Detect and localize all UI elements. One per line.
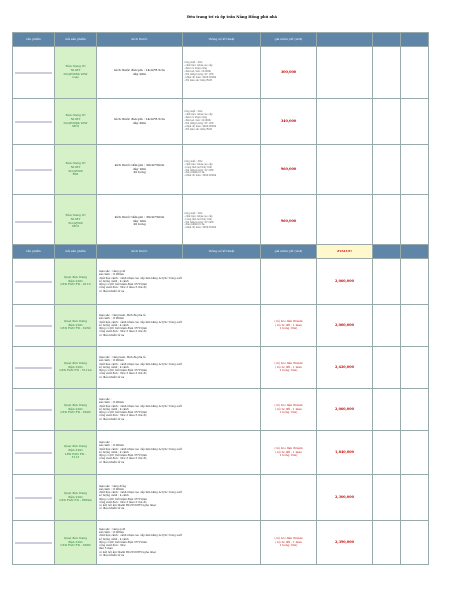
spec-line: chất liệu cánh : cánh nhựa cao cấp làm bằng Acrylic trong suốt [99,491,183,495]
spec-line: số lượng cánh : 4 cánh [99,494,129,498]
product-size [97,145,183,195]
spec-line: - nhiệt độ màu: 3000-6500k [184,226,217,230]
size-line: kích thước tấm pin : 39cm*30cm [114,162,165,167]
empty-cell [401,431,429,475]
spec-line: sải cánh : 1100mm [99,531,124,535]
table-row [13,99,429,145]
product-name [55,195,97,249]
product-name-line: SLQP3064 20W [63,71,88,76]
product-specs [183,47,261,99]
gift-line: ( bộ bc đổi , 1 màu [275,364,302,369]
product-name-line: NLMT [70,164,81,169]
spec-line: chất liệu cánh : cánh nhựa cao cấp làm bằng Acrylic trong suốt [99,276,183,280]
empty-cell [317,99,373,145]
lamp-price-table [12,32,429,249]
product-name-line: MỖI [72,124,79,129]
product-name-line: LED FAN FD - 6800 [60,543,91,548]
empty-cell [317,47,373,99]
product-gift [261,259,317,305]
product-specs [183,99,261,145]
spec-line: - chất liệu: nhựa cao cấp [184,64,213,68]
gift-line: ( bộ bco đèn đi kèm [274,403,303,408]
spec-line: động cơ DC tiết kiệm điện 35*15mm [99,540,147,544]
empty-cell [317,145,373,195]
empty-cell [373,259,401,305]
product-specs [183,195,261,249]
product-specs [97,347,261,389]
spec-line: đèn 3 màu [99,547,113,551]
product-specs [97,475,261,521]
size-line: kích thước tấm pin : 39cm*30cm [114,214,165,219]
product-name-line: xoay [72,75,79,80]
product-size [97,195,183,249]
product-image [13,431,55,475]
spec-line: - điều khiển từ xa [184,223,205,227]
spec-line: màu sắc : [99,441,112,445]
gift-line: ( bộ bco đèn đi kèm [274,446,303,451]
product-name-line: điện 220v [68,539,83,544]
empty-cell [373,521,401,565]
product-image [13,195,55,249]
gift-line: 1 bóng 13w) [279,410,298,415]
spec-line: công suất đèn : 32w 3 màu 3 chế độ [99,457,147,461]
spec-line: sải cánh : 1100mm [99,317,124,321]
gift-line: ( bộ bc đổi , 1 màu [275,406,302,411]
table-row [13,475,429,521]
product-specs [97,521,261,565]
empty-cell [373,195,401,249]
product-name-line: Đèn trang trí [65,113,86,117]
product-name [55,99,97,145]
product-name-line: Đèn trang trí [65,64,86,68]
spec-line: số lượng cánh : 4 cánh [99,279,129,283]
gift-line: ( bộ bc đổi , 1 màu [275,539,302,544]
product-name-line: điện 220v [68,364,83,369]
column-header [401,33,429,47]
table-row [13,145,429,195]
product-name-line: Quạt đèn trang [63,490,88,495]
column-header: giá niêm yết (vnđ) [261,33,317,47]
product-specs [97,389,261,431]
product-price: 2,060,000 [317,389,373,431]
column-header: tên phẩm [13,33,55,47]
spec-line: màu sắc : vàng kem, đính đá pha lê [99,356,146,360]
size-line: dây 20m [132,71,147,76]
size-line: dây 10m [132,218,147,223]
spec-line: - nhiệt độ màu: 3000-6500k [184,75,217,79]
spec-line: - Pin năng lượng: 6V 12W [184,72,214,76]
spec-line: - đèn led, bền: 20.000h [184,119,211,123]
product-name-line: Quạt đèn trang [63,444,88,448]
spec-line: - chất liệu: nhựa cao cấp [184,113,213,117]
product-photo [15,281,52,283]
spec-line: có điều khiển từ xa [99,333,125,337]
empty-cell [401,259,429,305]
spec-line: số lượng cánh : 4 cánh [99,537,129,541]
product-name [55,305,97,347]
product-price: 300,000 [261,47,317,99]
product-gift [261,347,317,389]
page-title: Đèn trang trí và ốp trần Nắng Hồng phú nhà [187,15,277,19]
empty-cell [401,99,429,145]
spec-line: chất liệu cánh : cánh nhựa cao cấp làm bằng Acrylic trong suốt [99,320,183,324]
spec-line: sải cánh : 1100mm [99,401,124,405]
product-name-line: LED FAN FD - 6600 [60,410,91,415]
size-line: dây 20m [132,120,147,125]
column-header: #VALUE! [317,245,373,259]
product-price: 340,000 [261,99,317,145]
spec-line: - chất liệu: nhựa cao cấp [184,162,213,166]
empty-cell [373,389,401,431]
product-name-line: Quạt đèn trang [63,274,88,279]
spec-line: công suất đèn : 32w 3 màu 3 chế độ [99,286,147,290]
product-image [13,145,55,195]
product-name-line: LED FAN FD - 9110 [60,282,91,287]
column-header: tên phẩm [13,245,55,259]
spec-line: màu sắc : vàng gold [99,527,126,531]
spec-line: - đèn lcu nhựa cứng [184,116,208,120]
gift-line: ( bộ bc đổi , 1 màu [275,322,302,327]
product-name-line: SLQP3064 20W [63,120,88,125]
product-name-line: MỖI [72,224,79,229]
product-name-line: NLMT [70,116,81,121]
product-name-line: điện 220v [68,406,83,411]
product-name-line: LED FAN FD - [64,451,87,456]
spec-line: - đèn lcu nhựa cứng [184,67,208,71]
fan-price-table [12,244,429,565]
size-line: kích thước đèn:pin : 14cm*8.5cm [114,67,165,72]
spec-line: công suất đèn : 32w 3 màu 3 chế độ [99,500,147,504]
size-line: kích thước đèn:pin : 14cm*8.5cm [114,116,165,121]
spec-line: công suất : 30w [184,211,203,215]
column-header [373,245,401,259]
product-photo [15,169,52,171]
spec-line: sải cánh : 1100mm [99,359,124,363]
empty-cell [373,99,401,145]
product-gift [261,521,317,565]
spec-line: công suất đèn : 32w 3 màu 3 chế độ [99,372,147,376]
product-specs [97,305,261,347]
spec-line: có điều khiển từ xa [99,375,125,379]
spec-line: số lượng cánh : 4 cánh [99,450,129,454]
spec-line: - đổi màu sắc nhảy RGB [184,127,212,131]
column-header: kích thước [97,245,183,259]
gift-line: 1 bóng 13w) [279,326,298,331]
product-name [55,145,97,195]
product-photo [15,367,52,369]
empty-cell [401,305,429,347]
spec-line: - nhiệt độ màu: 3000-6500k [184,124,217,128]
product-image [13,47,55,99]
column-header: thông số kĩ thuật [183,33,261,47]
spec-line: sải cánh : 1100mm [99,487,124,491]
empty-cell [401,389,429,431]
product-price: 960,000 [261,195,317,249]
product-name-line: ROI [72,172,79,177]
table-row [13,47,429,99]
table-header-row [13,245,429,259]
spec-line: công suất đèn : 32w 3 màu 3 chế độ [99,414,147,418]
empty-cell [401,347,429,389]
product-name [55,431,97,475]
spec-line: chất liệu cánh : cánh nhựa cao cấp làm bằng Acrylic trong suốt [99,534,183,538]
product-photo [15,325,52,327]
product-gift [261,305,317,347]
spec-line: chất liệu cánh : cánh nhựa cao cấp làm bằng Acrylic trong suốt [99,447,183,451]
spec-line: - Pin năng lượng: 6V 20W [184,220,214,224]
product-image [13,305,55,347]
product-name [55,521,97,565]
gift-line: 1 bóng 13w) [279,543,298,548]
gift-line: 1 bóng 13w) [279,453,298,458]
spec-line: số lượng cánh : 4 cánh [99,323,129,327]
empty-cell [373,431,401,475]
spec-line: sải cánh : 1100mm [99,444,124,448]
size-line: 20 bóng [133,170,146,175]
table-row [13,259,429,305]
table-header-row [13,33,429,47]
product-image [13,99,55,145]
spec-line: - Pin năng lượng: 6V 20W [184,168,214,172]
spec-line: có điều khiển từ xa [99,507,125,511]
empty-cell [373,305,401,347]
product-image [13,389,55,431]
product-photo [15,221,52,223]
product-image [13,521,55,565]
spec-line: số lượng cánh : 4 cánh [99,365,129,369]
empty-cell [373,47,401,99]
product-gift [261,389,317,431]
column-header [401,245,429,259]
spec-line: màu sắc : [99,398,112,402]
product-name-line: điện 220v [68,322,83,327]
spec-line: - bóng đèn led thủy tinh [184,165,212,169]
spec-line: động cơ DC tiết kiệm điện 35*15mm [99,327,147,331]
empty-cell [373,347,401,389]
product-price: 2,300,000 [317,475,373,521]
table-row [13,305,429,347]
spec-line: - Pin năng lượng: 6V 12W [184,121,214,125]
product-gift [261,431,317,475]
product-name-line: SLQZ300 [68,168,83,173]
spec-line: màu sắc : vàng đồng [99,484,127,488]
spec-line: công suất đèn : 32w [99,544,126,548]
product-name [55,259,97,305]
spec-line: số lượng cánh : 4 cánh [99,407,129,411]
product-name [55,475,97,521]
product-price: 2,060,000 [317,305,373,347]
spec-line: - chất liệu: nhựa cao cấp [184,214,213,218]
product-price: 2,390,000 [317,521,373,565]
empty-cell [401,475,429,521]
product-specs [97,259,261,305]
product-gift [261,475,317,521]
product-size [97,99,183,145]
product-name-line: Quạt đèn trang [63,360,88,365]
product-name-line: điện 220v [68,447,83,452]
spec-line: công suất : 20w [184,110,203,114]
product-size [97,47,183,99]
product-photo [15,497,52,499]
spec-line: động cơ DC tiết kiệm điện 35*15mm [99,369,147,373]
spec-line: - điều khiển từ xa [184,171,205,175]
product-image [13,475,55,521]
spec-line: có kết nối âm thanh BLUTOOTH nghe nhạc [99,503,157,507]
spec-line: có điều khiển từ xa [99,289,125,293]
product-image [13,347,55,389]
product-name-line: Đèn trang trí [65,213,86,217]
table-row [13,431,429,475]
product-name-line: điện 220v [68,278,83,283]
product-price: 2,420,000 [317,347,373,389]
table-row [13,389,429,431]
product-name-line: LED FAN FD - 8809A [59,498,92,503]
spec-line: động cơ DC tiết kiệm điện 35*15mm [99,454,147,458]
product-specs [183,145,261,195]
product-name-line: NLMT [70,216,81,221]
spec-line: có kết nối âm thanh BLUTOOTH nghe nhạc [99,550,157,554]
empty-cell [401,145,429,195]
gift-line: 1 bóng 13w) [279,368,298,373]
column-header [317,33,373,47]
product-name [55,389,97,431]
table-row [13,521,429,565]
empty-cell [373,145,401,195]
spec-line: có điều khiển từ xa [99,417,125,421]
product-name-line: LED FAN FD - 6230 [60,326,91,331]
product-name-line: SLQZ300 [68,220,83,225]
empty-cell [317,195,373,249]
spec-line: sải cánh : 1100mm [99,273,124,277]
product-price: 1,840,000 [317,431,373,475]
product-name-line: NLMT [70,67,81,72]
product-name-line: Đèn trang trí [65,161,86,165]
product-price: 960,000 [261,145,317,195]
spec-line: - đổi màu sắc nhảy RGB [184,78,212,82]
spec-line: - nhiệt độ màu: 3000-6500k [184,174,217,178]
gift-line: ( bộ bco đèn đi kèm [274,536,303,541]
product-name-line: Quạt đèn trang [63,535,88,540]
product-price: 2,060,000 [317,259,373,305]
column-header: thông số kĩ thuật [183,245,261,259]
spec-line: - đèn led, bền: 20.000h [184,70,211,74]
empty-cell [401,195,429,249]
spec-line: động cơ DC tiết kiệm điện 35*15mm [99,497,147,501]
spec-line: màu sắc : vàng kem, đính đá pha lê [99,314,146,318]
size-line: 20 bóng [133,222,146,227]
spec-line: màu sắc : vàng gold [99,270,126,274]
product-name-line: điện 220v [68,494,83,499]
column-header: kích thước [97,33,183,47]
spec-line: - bóng đèn led thủy tinh [184,217,212,221]
product-photo [15,72,52,74]
spec-line: có điều khiển từ xa [99,553,125,557]
spec-line: có điều khiển từ xa [99,460,125,464]
size-line: dây 10m [132,166,147,171]
table-row [13,195,429,249]
product-photo [15,121,52,123]
spec-line: động cơ DC tiết kiệm điện 35*15mm [99,411,147,415]
empty-cell [373,475,401,521]
column-header: mã sản phẩm [55,245,97,259]
table-row [13,347,429,389]
spec-line: công suất đèn : 32w 3 màu 3 chế độ [99,330,147,334]
product-specs [97,431,261,475]
spec-line: công suất : 30w [184,159,203,163]
product-name-line: 5113 [71,455,80,460]
product-photo [15,452,52,454]
gift-line: ( bộ bc đổi , 1 màu [275,449,302,454]
empty-cell [401,521,429,565]
product-photo [15,542,52,544]
spec-line: chất liệu cánh : cánh nhựa cao cấp làm bằng Acrylic trong suốt [99,404,183,408]
column-header [373,33,401,47]
product-name [55,347,97,389]
product-name-line: Quạt đèn trang [63,402,88,407]
product-name-line: Quạt đèn trang [63,318,88,323]
product-name-line: LED FAN FD - 5112A [59,368,92,373]
spec-line: công suất : 20w [184,61,203,65]
column-header: mã sản phẩm [55,33,97,47]
empty-cell [401,47,429,99]
gift-line: ( bộ bco đèn đi kèm [274,361,303,366]
gift-line: ( bộ bco đèn đi kèm [274,319,303,324]
product-image [13,259,55,305]
product-photo [15,409,52,411]
spec-line: chất liệu cánh : cánh nhựa cao cấp làm bằng Acrylic trong suốt [99,362,183,366]
spec-line: động cơ DC tiết kiệm điện 35*15mm [99,283,147,287]
column-header: giá niêm yết (vnđ) [261,245,317,259]
product-name [55,47,97,99]
